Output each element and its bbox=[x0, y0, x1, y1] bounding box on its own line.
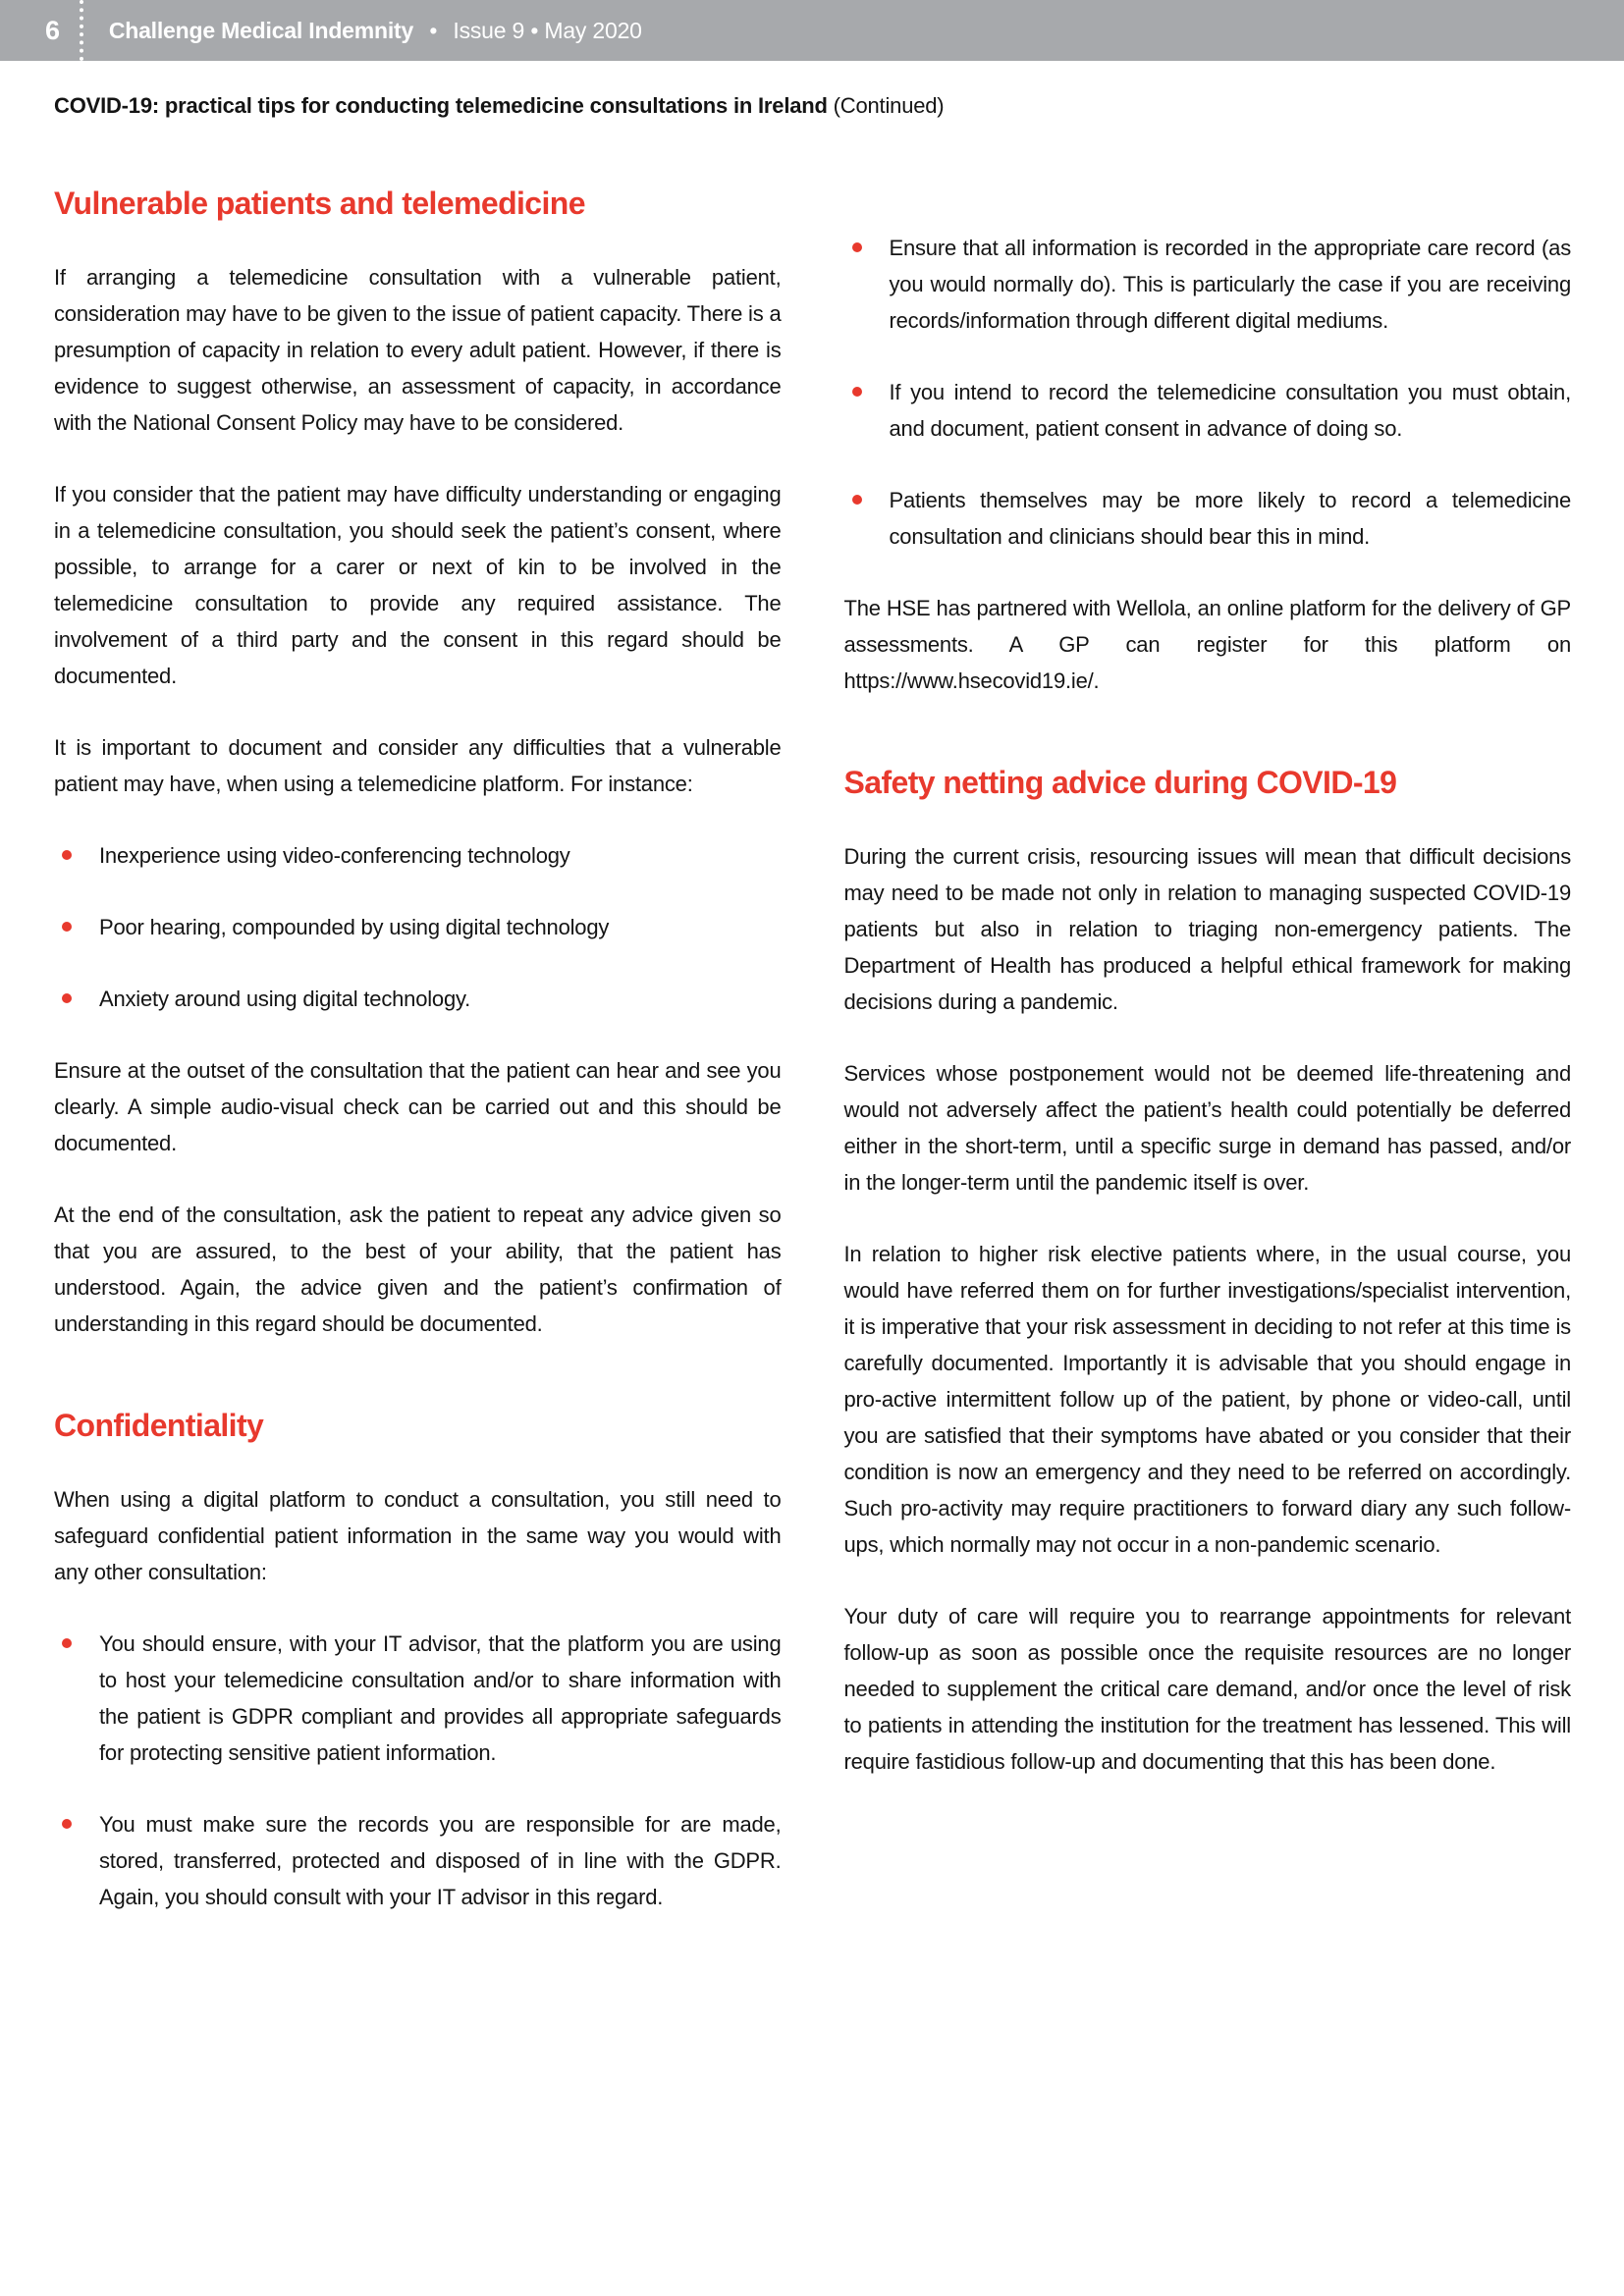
right-column bbox=[844, 183, 1572, 1915]
paragraph: During the current crisis, resourcing issues will mean that difficult decisions may need to be made not only in relation to managing suspected COVID-19 patients but also in relation to triaging non-emergency patients. The Department of Health has produced a helpful ethical framework for making decisions during a pandemic. bbox=[843, 844, 1571, 1014]
list-item-text: Poor hearing, compounded by using digital technology bbox=[99, 915, 610, 939]
section-heading: Confidentiality bbox=[54, 1408, 264, 1443]
list-item bbox=[844, 374, 1572, 447]
bullet-icon bbox=[852, 242, 862, 252]
paragraph: If arranging a telemedicine consultation with a vulnerable patient, consideration may have to be given to the issue of patient capacity. There is a presumption of capacity in relation to every adult patient. However, if there is evidence to suggest otherwise, an assessment of capacity, in accordance with the National Consent Policy may have to be considered. bbox=[54, 265, 782, 435]
paragraph: In relation to higher risk elective patients where, in the usual course, you would have referred them on for further investigations/specialist intervention, it is imperative that your risk assessment in deciding to not refer at this time is carefully documented. Importantly it is advisable that you should engage in pro-active intermittent follow up of the patient, by phone or video-call, until you are satisfied that their symptoms have abated or you consider that their condition is now an emergency and they need to be referred on accordingly. Such pro-activity may require practitioners to forward diary any such follow-ups, which normally may not occur in a non-pandemic scenario. bbox=[843, 1242, 1571, 1557]
two-column-body bbox=[0, 183, 1624, 1915]
paragraph: Your duty of care will require you to rearrange appointments for relevant follow-up as soon as possible once the requisite resources are no longer needed to supplement the critical care demand, and/or once the level of risk to patients in attending the institution for the treatment has lessened. This will require fastidious follow-up and documenting that this has been done. bbox=[843, 1604, 1571, 1774]
continued-label: (Continued) bbox=[833, 93, 945, 118]
publication-name: Challenge Medical Indemnity bbox=[108, 17, 414, 43]
article-continued-line bbox=[54, 92, 1571, 120]
bullet-icon bbox=[852, 387, 862, 397]
bullet-icon bbox=[62, 1819, 72, 1829]
list-item bbox=[54, 909, 782, 945]
list-item bbox=[844, 482, 1572, 555]
paragraph: The HSE has partnered with Wellola, an online platform for the delivery of GP assessments. A GP can register for this platform on https://www.hsecovid19.ie/. bbox=[843, 596, 1571, 693]
publication-title bbox=[109, 18, 642, 44]
list-item bbox=[54, 1806, 782, 1915]
paragraph: Ensure at the outset of the consultation that the patient can hear and see you clearly. A simple audio-visual check can be carried out and this should be documented. bbox=[54, 1058, 782, 1155]
list-item bbox=[54, 837, 782, 874]
list-item-text: Inexperience using video-conferencing technology bbox=[99, 843, 570, 868]
paragraph: At the end of the consultation, ask the patient to repeat any advice given so that you are assured, to the best of your ability, that the patient has understood. Again, the advice given and the patient’s confirmation of understanding in this regard should be documented. bbox=[54, 1202, 782, 1336]
bullet-icon bbox=[62, 922, 72, 932]
list-item bbox=[844, 230, 1572, 339]
bullet-icon bbox=[62, 850, 72, 860]
bullet-icon bbox=[62, 993, 72, 1003]
paragraph: Services whose postponement would not be deemed life-threatening and would not adversely affect the patient’s health could potentially be deferred either in the short-term, until a specific surge in demand has passed, and/or in the longer-term until the pandemic itself is over. bbox=[843, 1061, 1571, 1195]
list-item-text: You should ensure, with your IT advisor, that the platform you are using to host your telemedicine consultation and/or to share information with the patient is GDPR compliant and provides all appropriate safeguards for protecting sensitive patient information. bbox=[99, 1631, 782, 1765]
list-item-text: Ensure that all information is recorded in the appropriate care record (as you would normally do). This is particularly the case if you are receiving records/information through different digital mediums. bbox=[889, 236, 1571, 333]
paragraph: When using a digital platform to conduct a consultation, you still need to safeguard confidential patient information in the same way you would with any other consultation: bbox=[54, 1487, 782, 1584]
bullet-icon bbox=[62, 1638, 72, 1648]
list-item-text: You must make sure the records you are responsible for are made, stored, transferred, protected and disposed of in line with the GDPR. Again, you should consult with your IT advisor in this regard. bbox=[99, 1812, 782, 1909]
bullet-separator: • bbox=[429, 17, 438, 43]
list-item bbox=[54, 981, 782, 1017]
list-item bbox=[54, 1626, 782, 1771]
article-title: COVID-19: practical tips for conducting telemedicine consultations in Ireland bbox=[54, 93, 828, 118]
paragraph: If you consider that the patient may have difficulty understanding or engaging in a telemedicine consultation, you should seek the patient’s consent, where possible, to arrange for a carer or next of kin to be involved in the telemedicine consultation to provide any required assistance. The involvement of a third party and the consent in this regard should be documented. bbox=[54, 482, 782, 688]
section-heading: Vulnerable patients and telemedicine bbox=[54, 186, 585, 221]
list-item-text: Patients themselves may be more likely to record a telemedicine consultation and clinicians should bear this in mind. bbox=[889, 488, 1571, 549]
page-number: 6 bbox=[45, 16, 60, 45]
list-item-text: Anxiety around using digital technology. bbox=[99, 987, 471, 1011]
header-bar bbox=[0, 0, 1624, 61]
dotted-divider bbox=[80, 0, 83, 61]
issue-info: Issue 9 • May 2020 bbox=[453, 17, 642, 43]
paragraph: It is important to document and consider any difficulties that a vulnerable patient may have, when using a telemedicine platform. For instance: bbox=[54, 735, 782, 796]
list-item-text: If you intend to record the telemedicine consultation you must obtain, and document, patient consent in advance of doing so. bbox=[889, 380, 1571, 441]
bullet-icon bbox=[852, 495, 862, 505]
section-heading: Safety netting advice during COVID-19 bbox=[843, 765, 1397, 800]
left-column bbox=[54, 183, 782, 1915]
